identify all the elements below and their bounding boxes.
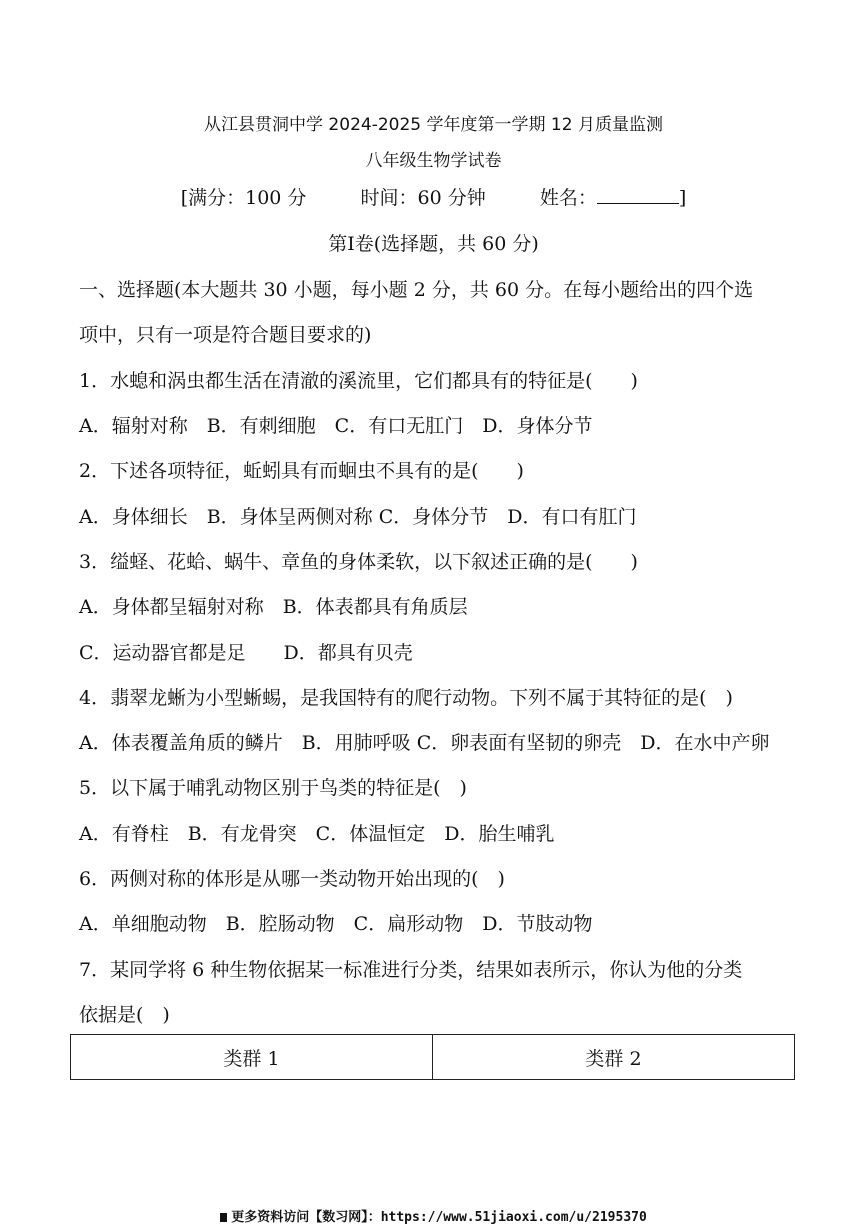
question-7-cont: 依据是( ) (79, 1004, 170, 1026)
question-4: 4．翡翠龙蜥为小型蜥蜴，是我国特有的爬行动物。下列不属于其特征的是( ) (79, 687, 733, 709)
name-label: 姓名： (539, 187, 597, 209)
options-2: A．身体细长 B．身体呈两侧对称 C．身体分节 D．有口有肛门 (79, 506, 637, 528)
options-3b: C．运动器官都是足 D．都具有贝壳 (79, 642, 413, 664)
section-intro-2: 项中，只有一项是符合题目要求的) (79, 324, 372, 346)
options-3a: A．身体都呈辐射对称 B．体表都具有角质层 (79, 596, 468, 618)
options-6: A．单细胞动物 B．腔肠动物 C．扁形动物 D．节肢动物 (79, 913, 593, 935)
section-title: 第Ⅰ卷(选择题，共 60 分) (328, 233, 539, 255)
table-row (71, 1035, 795, 1080)
question-5: 5．以下属于哺乳动物区别于鸟类的特征是( ) (79, 777, 467, 799)
options-1: A．辐射对称 B．有刺细胞 C．有口无肛门 D．身体分节 (79, 415, 593, 437)
name-blank (597, 185, 679, 204)
footer-text: 更多资料访问【数习网】：https://www.51jiaoxi.com/u/2195370 (231, 1210, 647, 1225)
table-header-group-2: 类群 2 (433, 1035, 795, 1080)
question-6: 6．两侧对称的体形是从哪一类动物开始出现的( ) (79, 868, 505, 890)
table-header-group-1: 类群 1 (71, 1035, 433, 1080)
score-info: [满分：100 分 (180, 187, 307, 209)
question-7: 7．某同学将 6 种生物依据某一标准进行分类，结果如表所示，你认为他的分类 (79, 959, 743, 981)
question-2: 2．下述各项特征，蚯蚓具有而蛔虫不具有的是( ) (79, 460, 524, 482)
question-3: 3．缢蛏、花蛤、蜗牛、章鱼的身体柔软，以下叙述正确的是( ) (79, 551, 638, 573)
name-close: ] (678, 187, 687, 209)
exam-title: 从江县贯洞中学 2024-2025 学年度第一学期 12 月质量监测 (204, 115, 663, 135)
section-intro-1: 一、选择题(本大题共 30 小题，每小题 2 分，共 60 分。在每小题给出的四个选 (79, 279, 754, 301)
exam-subtitle: 八年级生物学试卷 (365, 151, 502, 171)
options-5: A．有脊柱 B．有龙骨突 C．体温恒定 D．胎生哺乳 (79, 823, 555, 845)
flag-icon (220, 1213, 227, 1222)
footer-link[interactable] (0, 1206, 867, 1225)
options-4: A．体表覆盖角质的鳞片 B．用肺呼吸 C．卵表面有坚韧的卵壳 D．在水中产卵 (79, 732, 770, 754)
exam-meta (0, 183, 867, 210)
classification-table (70, 1034, 795, 1080)
time-info: 时间：60 分钟 (360, 187, 486, 209)
question-1: 1．水螅和涡虫都生活在清澈的溪流里，它们都具有的特征是( ) (79, 370, 638, 392)
